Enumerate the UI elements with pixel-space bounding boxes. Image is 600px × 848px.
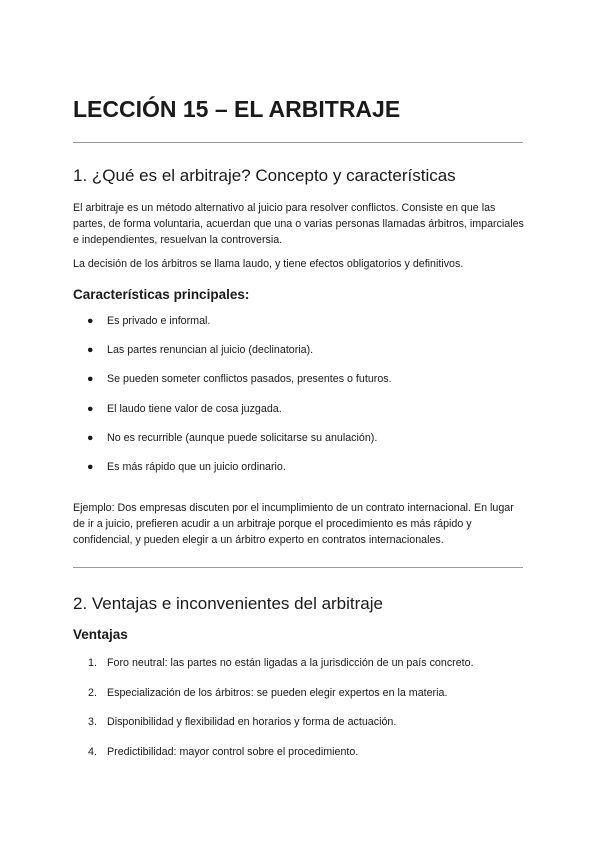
bullet-icon: ● [87, 373, 94, 385]
bullet-icon: ● [87, 432, 94, 444]
divider-middle [73, 567, 523, 568]
list-number: 4. [88, 746, 97, 758]
example-paragraph: Ejemplo: Dos empresas discuten por el incumplimiento de un contrato internacional. En lugar de ir a juicio, prefieren acudir a un arbitraje porque el procedimiento es más rápido y confidencial, y pueden elegir a un árbitro experto en contratos internacionales. [73, 502, 514, 546]
list-number: 2. [88, 687, 97, 699]
divider-top [73, 142, 523, 143]
section1-paragraph-definition: El arbitraje es un método alternativo al juicio para resolver conflictos. Consiste en que las partes, de forma voluntaria, acuerdan que una o varias personas llamadas árbitros, imparciales e independientes, resuelvan la controversia. [73, 202, 524, 246]
section1-paragraph-laudo: La decisión de los árbitros se llama laudo, y tiene efectos obligatorios y definitivos. [73, 258, 464, 270]
advantages-heading: Ventajas [73, 627, 128, 642]
bullet-icon: ● [87, 403, 94, 415]
document-page: LECCIÓN 15 – EL ARBITRAJE 1. ¿Qué es el arbitraje? Concepto y características El arbitraje es un método alternativo al juicio para resolver conflictos. Consiste en que las partes, de forma voluntaria, acuerdan que una o varias personas llamadas árbitros, imparciales e independientes, resuelvan la controversia. La decisión de los árbitros se llama laudo, y tiene efectos obligatorios y definitivos. Características principales: ● Es privado e informal. ● Las partes renuncian al juicio (declinatoria). ● Se pueden someter conflictos pasados, presentes o futuros. ● El laudo tiene valor de cosa juzgada. ● No es recurrible (aunque puede solicitarse su anulación). ● Es más rápido que un juicio ordinario. Ejemplo: Dos empresas discuten por el incumplimiento de un contrato internacional. En lugar de ir a juicio, prefieren acudir a un arbitraje porque el procedimiento es más rápido y confidencial, y pueden elegir a un árbitro experto en contratos internacionales. 2. Ventajas e inconvenientes del arbitraje Ventajas 1. Foro neutral: las partes no están ligadas a la jurisdicción de un país concreto. 2. Especialización de los árbitros: se pueden elegir expertos en la materia. 3. Disponibilidad y flexibilidad en horarios y forma de actuación. 4. Predictibilidad: mayor control sobre el procedimiento. [73, 96, 524, 758]
bullet-icon: ● [87, 461, 94, 473]
bullet-icon: ● [87, 344, 94, 356]
section1-heading: 1. ¿Qué es el arbitraje? Concepto y características [73, 166, 456, 185]
characteristics-heading: Características principales: [73, 287, 250, 302]
list-number: 1. [88, 657, 97, 669]
section2-heading: 2. Ventajas e inconvenientes del arbitraje [73, 594, 383, 613]
lesson-title: LECCIÓN 15 – EL ARBITRAJE [73, 96, 401, 122]
bullet-icon: ● [87, 315, 94, 327]
list-number: 3. [88, 716, 97, 728]
